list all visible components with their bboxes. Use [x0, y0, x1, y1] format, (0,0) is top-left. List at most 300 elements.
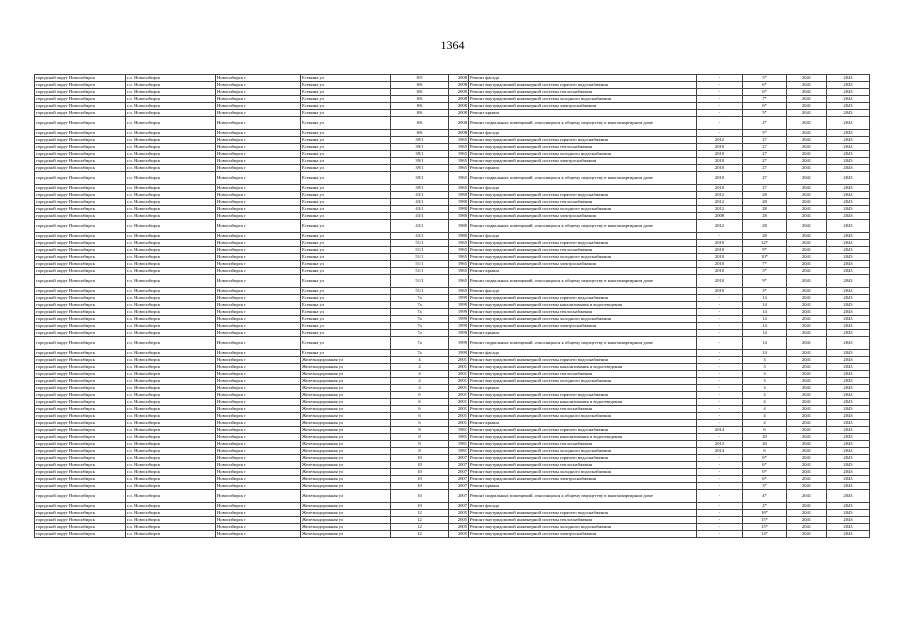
period-start-cell: 2041 — [787, 316, 827, 323]
table-row — [35, 330, 870, 337]
period-end-cell: 2043 — [827, 261, 870, 268]
build-year-cell: 2001 — [449, 406, 469, 413]
district-cell: городской округ Новосибирск — [35, 510, 126, 517]
build-year-cell: 1965 — [449, 151, 469, 158]
work-type-cell: Ремонт внутридомовой инженерной системы электроснабжения — [469, 476, 697, 483]
municipality-cell: Новосибирск г — [216, 476, 301, 483]
period-end-cell: 2043 — [827, 206, 870, 213]
build-year-cell: 1981 — [449, 427, 469, 434]
work-type-cell: Ремонт внутридомовой инженерной системы теплоснабжения — [469, 441, 697, 448]
district-cell: городской округ Новосибирск — [35, 158, 126, 165]
municipality-cell: Новосибирск г — [216, 490, 301, 503]
work-type-cell: Ремонт внутридомовой инженерной системы горячего водоснабжения — [469, 357, 697, 364]
build-year-cell: 2001 — [449, 385, 469, 392]
cost-cell: 15* — [743, 517, 787, 524]
build-year-cell: 1999 — [449, 330, 469, 337]
city-district-cell: г.о. Новосибирск — [126, 213, 216, 220]
cost-cell: 27 — [743, 185, 787, 192]
last-repair-year-cell: 2008 — [697, 213, 743, 220]
last-repair-year-cell: 2010 — [697, 275, 743, 288]
period-end-cell: 2043 — [827, 420, 870, 427]
house-number-cell: 39/1 — [391, 165, 449, 172]
last-repair-year-cell: - — [697, 378, 743, 385]
last-repair-year-cell: - — [697, 462, 743, 469]
last-repair-year-cell: 2010 — [697, 288, 743, 295]
city-district-cell: г.о. Новосибирск — [126, 350, 216, 357]
municipality-cell: Новосибирск г — [216, 233, 301, 240]
last-repair-year-cell: - — [697, 364, 743, 371]
period-end-cell: 2043 — [827, 96, 870, 103]
table-row — [35, 261, 870, 268]
house-number-cell: 4 — [391, 357, 449, 364]
work-type-cell: Ремонт внутридомовой инженерной системы горячего водоснабжения — [469, 137, 697, 144]
district-cell: городской округ Новосибирск — [35, 490, 126, 503]
period-start-cell: 2041 — [787, 371, 827, 378]
district-cell: городской округ Новосибирск — [35, 455, 126, 462]
table-row — [35, 75, 870, 82]
period-start-cell: 2041 — [787, 247, 827, 254]
period-end-cell: 2043 — [827, 483, 870, 490]
district-cell: городской округ Новосибирск — [35, 371, 126, 378]
build-year-cell: 1965 — [449, 185, 469, 192]
period-start-cell: 2041 — [787, 392, 827, 399]
city-district-cell: г.о. Новосибирск — [126, 323, 216, 330]
table-row — [35, 89, 870, 96]
cost-cell: 14 — [743, 302, 787, 309]
build-year-cell: 2005 — [449, 531, 469, 538]
city-district-cell: г.о. Новосибирск — [126, 275, 216, 288]
municipality-cell: Новосибирск г — [216, 524, 301, 531]
build-year-cell: 1965 — [449, 288, 469, 295]
period-end-cell: 2043 — [827, 524, 870, 531]
house-number-cell: 7а — [391, 350, 449, 357]
work-type-cell: Ремонт подвальных помещений, относящихся к общему имуществу в многоквартирном доме — [469, 117, 697, 130]
build-year-cell: 1999 — [449, 350, 469, 357]
table-row — [35, 483, 870, 490]
period-end-cell: 2043 — [827, 337, 870, 350]
last-repair-year-cell: 2012 — [697, 199, 743, 206]
period-end-cell: 2043 — [827, 288, 870, 295]
cost-cell: 14 — [743, 330, 787, 337]
municipality-cell: Новосибирск г — [216, 371, 301, 378]
period-start-cell: 2041 — [787, 406, 827, 413]
house-number-cell: 8 — [391, 434, 449, 441]
period-end-cell: 2043 — [827, 531, 870, 538]
street-cell: Железнодорожная ул — [301, 406, 391, 413]
street-cell: Есенина ул — [301, 302, 391, 309]
period-start-cell: 2041 — [787, 490, 827, 503]
municipality-cell: Новосибирск г — [216, 517, 301, 524]
period-start-cell: 2041 — [787, 483, 827, 490]
municipality-cell: Новосибирск г — [216, 357, 301, 364]
street-cell: Есенина ул — [301, 309, 391, 316]
district-cell: городской округ Новосибирск — [35, 75, 126, 82]
period-start-cell: 2041 — [787, 531, 827, 538]
cost-cell: 28 — [743, 192, 787, 199]
last-repair-year-cell: 2010 — [697, 247, 743, 254]
house-number-cell: 43/1 — [391, 206, 449, 213]
house-number-cell: 7а — [391, 316, 449, 323]
house-number-cell: 8/6 — [391, 96, 449, 103]
district-cell: городской округ Новосибирск — [35, 420, 126, 427]
table-row — [35, 524, 870, 531]
cost-cell: 14 — [743, 316, 787, 323]
street-cell: Есенина ул — [301, 233, 391, 240]
street-cell: Есенина ул — [301, 261, 391, 268]
cost-cell: 6* — [743, 103, 787, 110]
municipality-cell: Новосибирск г — [216, 240, 301, 247]
district-cell: городской округ Новосибирск — [35, 261, 126, 268]
cost-cell: 7* — [743, 261, 787, 268]
build-year-cell: 2007 — [449, 469, 469, 476]
last-repair-year-cell: - — [697, 117, 743, 130]
street-cell: Есенина ул — [301, 96, 391, 103]
period-start-cell: 2041 — [787, 172, 827, 185]
work-type-cell: Ремонт внутридомовой инженерной системы горячего водоснабжения — [469, 192, 697, 199]
district-cell: городской округ Новосибирск — [35, 220, 126, 233]
build-year-cell: 2001 — [449, 420, 469, 427]
last-repair-year-cell: - — [697, 510, 743, 517]
work-type-cell: Ремонт крыши — [469, 165, 697, 172]
period-start-cell: 2041 — [787, 110, 827, 117]
house-number-cell: 43/1 — [391, 220, 449, 233]
last-repair-year-cell: 2010 — [697, 254, 743, 261]
table-row — [35, 158, 870, 165]
table-row — [35, 427, 870, 434]
period-start-cell: 2041 — [787, 378, 827, 385]
work-type-cell: Ремонт крыши — [469, 268, 697, 275]
district-cell: городской округ Новосибирск — [35, 503, 126, 510]
period-end-cell: 2043 — [827, 364, 870, 371]
work-type-cell: Ремонт внутридомовой инженерной системы холодного водоснабжения — [469, 96, 697, 103]
work-type-cell: Ремонт внутридомовой инженерной системы холодного водоснабжения — [469, 413, 697, 420]
cost-cell: 2* — [743, 503, 787, 510]
municipality-cell: Новосибирск г — [216, 247, 301, 254]
build-year-cell: 1980 — [449, 233, 469, 240]
municipality-cell: Новосибирск г — [216, 288, 301, 295]
table-row — [35, 399, 870, 406]
district-cell: городской округ Новосибирск — [35, 89, 126, 96]
district-cell: городской округ Новосибирск — [35, 476, 126, 483]
municipality-cell: Новосибирск г — [216, 213, 301, 220]
street-cell: Есенина ул — [301, 220, 391, 233]
street-cell: Железнодорожная ул — [301, 455, 391, 462]
district-cell: городской округ Новосибирск — [35, 364, 126, 371]
period-end-cell: 2043 — [827, 295, 870, 302]
work-type-cell: Ремонт внутридомовой инженерной системы холодного водоснабжения — [469, 151, 697, 158]
table-row — [35, 420, 870, 427]
period-start-cell: 2041 — [787, 233, 827, 240]
city-district-cell: г.о. Новосибирск — [126, 427, 216, 434]
street-cell: Железнодорожная ул — [301, 476, 391, 483]
period-end-cell: 2043 — [827, 144, 870, 151]
period-end-cell: 2043 — [827, 103, 870, 110]
build-year-cell: 2007 — [449, 490, 469, 503]
period-start-cell: 2041 — [787, 337, 827, 350]
city-district-cell: г.о. Новосибирск — [126, 385, 216, 392]
page-number: 1364 — [440, 38, 465, 52]
city-district-cell: г.о. Новосибирск — [126, 89, 216, 96]
city-district-cell: г.о. Новосибирск — [126, 469, 216, 476]
table-row — [35, 413, 870, 420]
table-row — [35, 385, 870, 392]
table-row — [35, 213, 870, 220]
work-type-cell: Ремонт крыши — [469, 483, 697, 490]
city-district-cell: г.о. Новосибирск — [126, 261, 216, 268]
period-end-cell: 2043 — [827, 455, 870, 462]
city-district-cell: г.о. Новосибирск — [126, 295, 216, 302]
street-cell: Железнодорожная ул — [301, 490, 391, 503]
last-repair-year-cell: - — [697, 476, 743, 483]
last-repair-year-cell: - — [697, 455, 743, 462]
table-row — [35, 103, 870, 110]
work-type-cell: Ремонт внутридомовой инженерной системы холодного водоснабжения — [469, 316, 697, 323]
period-end-cell: 2043 — [827, 151, 870, 158]
city-district-cell: г.о. Новосибирск — [126, 288, 216, 295]
district-cell: городской округ Новосибирск — [35, 427, 126, 434]
period-start-cell: 2041 — [787, 462, 827, 469]
cost-cell: 4 — [743, 392, 787, 399]
period-start-cell: 2041 — [787, 117, 827, 130]
last-repair-year-cell: - — [697, 330, 743, 337]
street-cell: Железнодорожная ул — [301, 364, 391, 371]
house-number-cell: 6 — [391, 420, 449, 427]
period-end-cell: 2043 — [827, 441, 870, 448]
build-year-cell: 2001 — [449, 378, 469, 385]
work-type-cell: Ремонт внутридомовой инженерной системы горячего водоснабжения — [469, 240, 697, 247]
build-year-cell: 1980 — [449, 206, 469, 213]
district-cell: городской округ Новосибирск — [35, 441, 126, 448]
city-district-cell: г.о. Новосибирск — [126, 192, 216, 199]
work-type-cell: Ремонт внутридомовой инженерной системы теплоснабжения — [469, 371, 697, 378]
table-row — [35, 490, 870, 503]
period-end-cell: 2043 — [827, 220, 870, 233]
period-start-cell: 2041 — [787, 151, 827, 158]
municipality-cell: Новосибирск г — [216, 96, 301, 103]
street-cell: Железнодорожная ул — [301, 434, 391, 441]
district-cell: городской округ Новосибирск — [35, 531, 126, 538]
period-end-cell: 2043 — [827, 172, 870, 185]
last-repair-year-cell: - — [697, 302, 743, 309]
work-type-cell: Ремонт подвальных помещений, относящихся к общему имуществу в многоквартирном доме — [469, 337, 697, 350]
period-start-cell: 2041 — [787, 427, 827, 434]
district-cell: городской округ Новосибирск — [35, 357, 126, 364]
house-number-cell: 8/6 — [391, 117, 449, 130]
street-cell: Есенина ул — [301, 275, 391, 288]
city-district-cell: г.о. Новосибирск — [126, 137, 216, 144]
build-year-cell: 2005 — [449, 517, 469, 524]
table-row — [35, 350, 870, 357]
cost-cell: 6* — [743, 82, 787, 89]
house-number-cell: 39/1 — [391, 137, 449, 144]
table-row — [35, 434, 870, 441]
table-row — [35, 455, 870, 462]
cost-cell: 9* — [743, 275, 787, 288]
last-repair-year-cell: 2014 — [697, 448, 743, 455]
table-row — [35, 240, 870, 247]
table-row — [35, 220, 870, 233]
municipality-cell: Новосибирск г — [216, 302, 301, 309]
district-cell: городской округ Новосибирск — [35, 413, 126, 420]
street-cell: Железнодорожная ул — [301, 503, 391, 510]
city-district-cell: г.о. Новосибирск — [126, 364, 216, 371]
cost-cell: 14* — [743, 531, 787, 538]
work-type-cell: Ремонт внутридомовой инженерной системы электроснабжения — [469, 261, 697, 268]
table-row — [35, 337, 870, 350]
city-district-cell: г.о. Новосибирск — [126, 399, 216, 406]
district-cell: городской округ Новосибирск — [35, 137, 126, 144]
municipality-cell: Новосибирск г — [216, 254, 301, 261]
work-type-cell: Ремонт подвальных помещений, относящихся к общему имуществу в многоквартирном доме — [469, 220, 697, 233]
city-district-cell: г.о. Новосибирск — [126, 392, 216, 399]
municipality-cell: Новосибирск г — [216, 462, 301, 469]
city-district-cell: г.о. Новосибирск — [126, 371, 216, 378]
period-start-cell: 2041 — [787, 240, 827, 247]
street-cell: Есенина ул — [301, 199, 391, 206]
district-cell: городской округ Новосибирск — [35, 406, 126, 413]
district-cell: городской округ Новосибирск — [35, 350, 126, 357]
work-type-cell: Ремонт внутридомовой инженерной системы канализования и водоотведения — [469, 302, 697, 309]
period-start-cell: 2041 — [787, 455, 827, 462]
district-cell: городской округ Новосибирск — [35, 199, 126, 206]
last-repair-year-cell: - — [697, 103, 743, 110]
work-type-cell: Ремонт внутридомовой инженерной системы электроснабжения — [469, 103, 697, 110]
build-year-cell: 1965 — [449, 144, 469, 151]
house-number-cell: 12 — [391, 531, 449, 538]
last-repair-year-cell: 2010 — [697, 172, 743, 185]
work-type-cell: Ремонт подвальных помещений, относящихся к общему имуществу в многоквартирном доме — [469, 275, 697, 288]
cost-cell: 6 — [743, 427, 787, 434]
street-cell: Железнодорожная ул — [301, 462, 391, 469]
work-type-cell: Ремонт фасада — [469, 130, 697, 137]
cost-cell: 28 — [743, 206, 787, 213]
period-start-cell: 2041 — [787, 448, 827, 455]
city-district-cell: г.о. Новосибирск — [126, 185, 216, 192]
municipality-cell: Новосибирск г — [216, 330, 301, 337]
period-end-cell: 2043 — [827, 316, 870, 323]
street-cell: Есенина ул — [301, 117, 391, 130]
city-district-cell: г.о. Новосибирск — [126, 357, 216, 364]
city-district-cell: г.о. Новосибирск — [126, 378, 216, 385]
period-start-cell: 2041 — [787, 89, 827, 96]
build-year-cell: 1965 — [449, 172, 469, 185]
work-type-cell: Ремонт внутридомовой инженерной системы холодного водоснабжения — [469, 524, 697, 531]
district-cell: городской округ Новосибирск — [35, 117, 126, 130]
cost-cell: 16* — [743, 510, 787, 517]
period-end-cell: 2043 — [827, 275, 870, 288]
work-type-cell: Ремонт внутридомовой инженерной системы холодного водоснабжения — [469, 254, 697, 261]
street-cell: Железнодорожная ул — [301, 510, 391, 517]
work-type-cell: Ремонт подвальных помещений, относящихся к общему имуществу в многоквартирном доме — [469, 172, 697, 185]
table-row — [35, 151, 870, 158]
municipality-cell: Новосибирск г — [216, 261, 301, 268]
house-number-cell: 51/1 — [391, 261, 449, 268]
street-cell: Есенина ул — [301, 75, 391, 82]
repair-schedule-table — [34, 74, 870, 538]
table-row — [35, 137, 870, 144]
work-type-cell: Ремонт внутридомовой инженерной системы горячего водоснабжения — [469, 392, 697, 399]
house-number-cell: 51/1 — [391, 275, 449, 288]
municipality-cell: Новосибирск г — [216, 434, 301, 441]
last-repair-year-cell: - — [697, 517, 743, 524]
municipality-cell: Новосибирск г — [216, 406, 301, 413]
city-district-cell: г.о. Новосибирск — [126, 441, 216, 448]
street-cell: Железнодорожная ул — [301, 517, 391, 524]
table-row — [35, 517, 870, 524]
city-district-cell: г.о. Новосибирск — [126, 337, 216, 350]
period-start-cell: 2041 — [787, 434, 827, 441]
build-year-cell: 2001 — [449, 364, 469, 371]
table-row — [35, 302, 870, 309]
district-cell: городской округ Новосибирск — [35, 302, 126, 309]
house-number-cell: 4 — [391, 371, 449, 378]
build-year-cell: 2001 — [449, 392, 469, 399]
work-type-cell: Ремонт внутридомовой инженерной системы электроснабжения — [469, 323, 697, 330]
house-number-cell: 8 — [391, 448, 449, 455]
period-start-cell: 2041 — [787, 130, 827, 137]
city-district-cell: г.о. Новосибирск — [126, 82, 216, 89]
district-cell: городской округ Новосибирск — [35, 337, 126, 350]
street-cell: Есенина ул — [301, 330, 391, 337]
period-start-cell: 2041 — [787, 323, 827, 330]
house-number-cell: 7а — [391, 309, 449, 316]
period-end-cell: 2043 — [827, 309, 870, 316]
district-cell: городской округ Новосибирск — [35, 524, 126, 531]
house-number-cell: 7а — [391, 330, 449, 337]
last-repair-year-cell: - — [697, 309, 743, 316]
house-number-cell: 51/1 — [391, 268, 449, 275]
last-repair-year-cell: - — [697, 413, 743, 420]
period-end-cell: 2043 — [827, 469, 870, 476]
municipality-cell: Новосибирск г — [216, 75, 301, 82]
city-district-cell: г.о. Новосибирск — [126, 302, 216, 309]
period-start-cell: 2041 — [787, 357, 827, 364]
work-type-cell: Ремонт внутридомовой инженерной системы горячего водоснабжения — [469, 82, 697, 89]
table-row — [35, 371, 870, 378]
work-type-cell: Ремонт крыши — [469, 110, 697, 117]
build-year-cell: 2008 — [449, 130, 469, 137]
period-start-cell: 2041 — [787, 75, 827, 82]
period-end-cell: 2043 — [827, 462, 870, 469]
period-end-cell: 2043 — [827, 510, 870, 517]
work-type-cell: Ремонт фасада — [469, 350, 697, 357]
house-number-cell: 51/1 — [391, 240, 449, 247]
period-start-cell: 2041 — [787, 399, 827, 406]
period-start-cell: 2041 — [787, 295, 827, 302]
city-district-cell: г.о. Новосибирск — [126, 434, 216, 441]
city-district-cell: г.о. Новосибирск — [126, 503, 216, 510]
district-cell: городской округ Новосибирск — [35, 462, 126, 469]
municipality-cell: Новосибирск г — [216, 268, 301, 275]
period-end-cell: 2043 — [827, 199, 870, 206]
cost-cell: 14 — [743, 295, 787, 302]
municipality-cell: Новосибирск г — [216, 151, 301, 158]
street-cell: Железнодорожная ул — [301, 483, 391, 490]
period-start-cell: 2041 — [787, 309, 827, 316]
municipality-cell: Новосибирск г — [216, 185, 301, 192]
cost-cell: 3* — [743, 110, 787, 117]
house-number-cell: 12 — [391, 510, 449, 517]
table-row — [35, 254, 870, 261]
period-start-cell: 2041 — [787, 254, 827, 261]
street-cell: Железнодорожная ул — [301, 524, 391, 531]
period-start-cell: 2041 — [787, 517, 827, 524]
street-cell: Есенина ул — [301, 82, 391, 89]
house-number-cell: 39/1 — [391, 185, 449, 192]
period-start-cell: 2041 — [787, 441, 827, 448]
municipality-cell: Новосибирск г — [216, 503, 301, 510]
build-year-cell: 2007 — [449, 476, 469, 483]
